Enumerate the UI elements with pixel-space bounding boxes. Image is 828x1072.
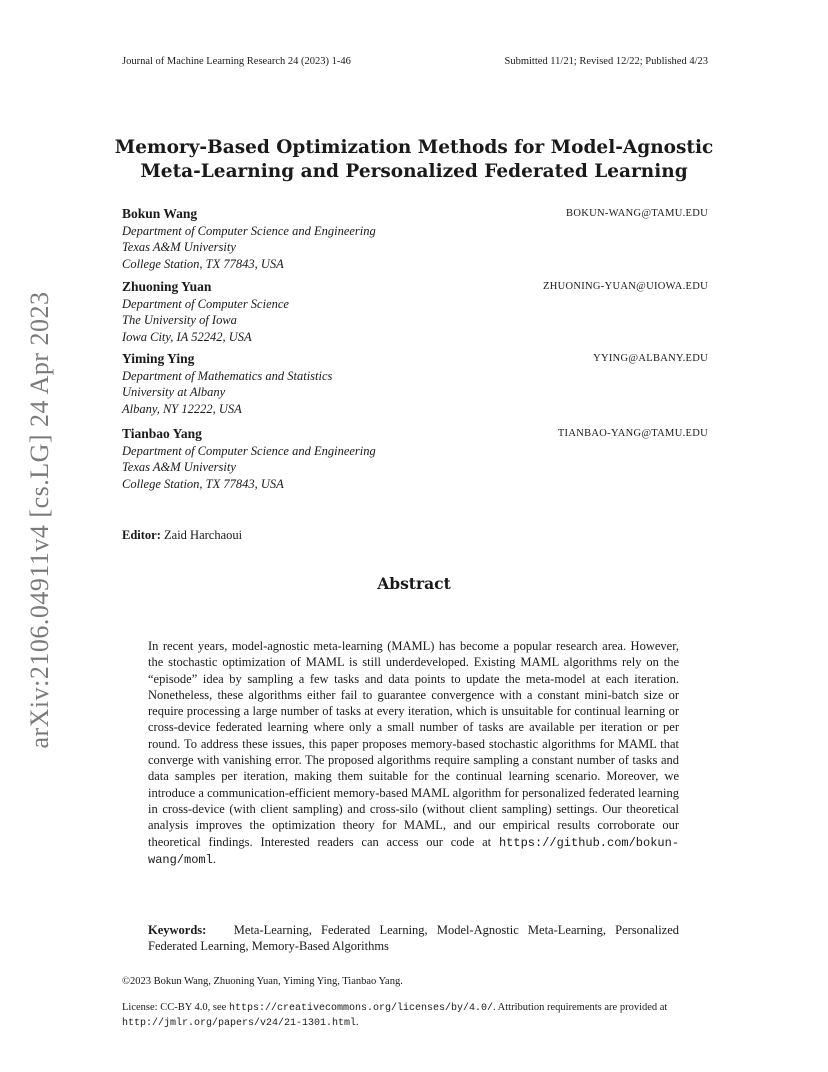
arxiv-identifier: arXiv:2106.04911v4 [cs.LG] 24 Apr 2023 [25,291,54,749]
author-name: Bokun Wang [122,206,198,221]
license-link[interactable]: https://creativecommons.org/licenses/by/4.0/ [228,1003,493,1014]
affiliation-line: Department of Computer Science [122,297,289,311]
author-email[interactable]: ZHUONING-YUAN@UIOWA.EDU [543,281,708,292]
author-name: Tianbao Yang [122,426,202,441]
author-block [122,351,708,417]
title-line-1: Memory-Based Optimization Methods for Model-Agnostic [114,137,714,158]
affiliation-line: Iowa City, IA 52242, USA [122,329,252,344]
submission-dates: Submitted 11/21; Revised 12/22; Published 4/23 [504,56,708,67]
affiliation-line: College Station, TX 77843, USA [122,476,284,491]
paper-link[interactable]: http://jmlr.org/papers/v24/21-1301.html [122,1018,357,1029]
author-block [122,279,708,345]
affiliation-line: University at Albany [122,385,226,400]
author-name: Yiming Ying [122,351,195,366]
affiliation-line: Albany, NY 12222, USA [122,401,242,416]
title-line-2: Meta-Learning and Personalized Federated Learning [140,161,688,182]
keywords-text: Meta-Learning, Federated Learning, Model-Agnostic Meta-Learning, Personalized Federated Learning, Memory-Based Algorithms [148,923,680,954]
license-notice [122,1001,708,1031]
affiliation-line: The University of Iowa [122,313,237,328]
author-email[interactable]: YYING@ALBANY.EDU [593,353,708,364]
copyright-notice: ©2023 Bokun Wang, Zhuoning Yuan, Yiming Ying, Tianbao Yang. [122,976,403,987]
editor-label: Editor: [122,528,161,542]
license-prefix: License: CC-BY 4.0, see [122,1002,227,1013]
affiliation-line: Texas A&M University [122,240,236,255]
keywords-label: Keywords: [148,923,207,937]
license-end: . [356,1017,359,1028]
license-mid: . Attribution requirements are provided at [492,1002,668,1013]
affiliation-line: Texas A&M University [122,460,236,475]
abstract-end: . [212,851,216,866]
paper-title [0,136,828,184]
author-block [122,206,708,272]
affiliation-line: Department of Mathematics and Statistics [122,369,333,383]
editor-name: Zaid Harchaoui [164,528,243,542]
abstract-heading: Abstract [377,574,451,593]
abstract-body [148,638,679,868]
author-email[interactable]: TIANBAO-YANG@TAMU.EDU [557,428,708,439]
author-block [122,426,708,492]
editor-line [122,528,242,543]
code-link[interactable]: https://github.com/bokun-wang/moml [148,835,680,867]
affiliation-line: Department of Computer Science and Engineering [122,444,376,458]
affiliation-line: Department of Computer Science and Engineering [122,224,376,238]
author-name: Zhuoning Yuan [122,279,212,294]
journal-header: Journal of Machine Learning Research 24 (2023) 1-46 [122,56,351,67]
affiliation-line: College Station, TX 77843, USA [122,256,284,271]
author-email[interactable]: BOKUN-WANG@TAMU.EDU [566,208,708,219]
abstract-text: In recent years, model-agnostic meta-learning (MAML) has become a popular research area. However, the stochastic optimization of MAML is still underdeveloped. Existing MAML algorithms rely on the “episode” idea by sampling a few tasks and data points to update the meta-model at each iteration. Nonetheless, these algorithms either fail to guarantee convergence with a constant mini-batch size or require processing a large number of tasks at every iteration, which is unsuitable for continual learning or cross-device federated learning where only a small number of tasks are available per iteration or per round. To address these issues, this paper proposes memory-based stochastic algorithms for MAML that converge with vanishing error. The proposed algorithms require sampling a constant number of tasks and data samples per iteration, making them suitable for the continual learning scenario. Moreover, we introduce a communication-efficient memory-based MAML algorithm for personalized federated learning in cross-device (with client sampling) and cross-silo (without client sampling) settings. Our theoretical analysis improves the optimization theory for MAML, and our empirical results corroborate our theoretical findings. Interested readers can access our code at [148,639,679,849]
keywords [148,922,679,955]
